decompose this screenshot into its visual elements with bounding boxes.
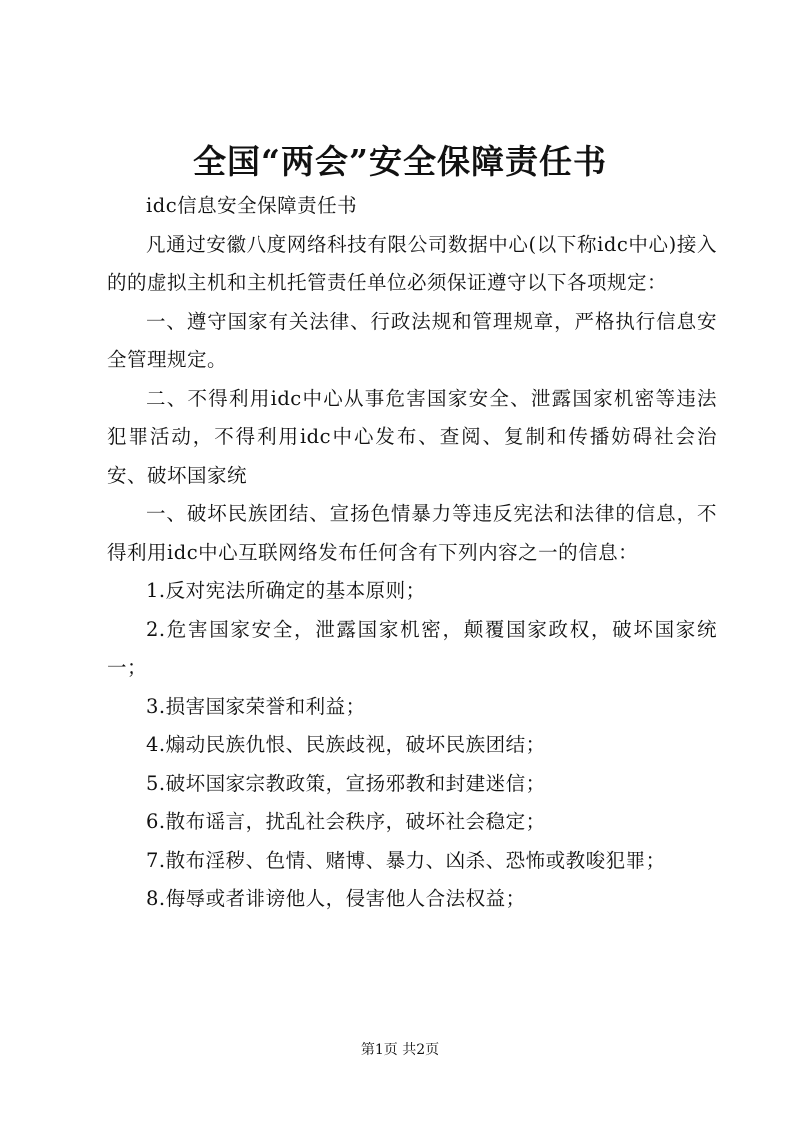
paragraph: 一、破坏民族团结、宣扬色情暴力等违反宪法和法律的信息，不得利用idc中心互联网络发布任何含有下列内容之一的信息： [107,502,717,564]
document-body [107,187,717,919]
paragraph: idc信息安全保障责任书 [146,194,358,217]
list-item: 3.损害国家荣誉和利益； [146,694,366,718]
list-item: 5.破坏国家宗教政策，宣扬邪教和封建迷信； [146,771,546,795]
list-item: 8.侮辱或者诽谤他人，侵害他人合法权益； [146,887,526,910]
paragraph: 一、遵守国家有关法律、行政法规和管理规章，严格执行信息安全管理规定。 [107,309,717,371]
list-item: 6.散布谣言，扰乱社会秩序，破坏社会稳定； [146,810,546,833]
paragraph: 二、不得利用idc中心从事危害国家安全、泄露国家机密等违法犯罪活动，不得利用idc中心发布、查阅、复制和传播妨碍社会治安、破坏国家统 [107,386,717,487]
page-number-footer: 第1页 共2页 [360,1042,440,1058]
list-item: 2.危害国家安全，泄露国家机密，颠覆国家政权，破坏国家统一； [107,617,717,679]
list-item: 1.反对宪法所确定的基本原则； [146,579,426,602]
list-item: 4.煽动民族仇恨、民族歧视，破坏民族团结； [146,733,546,756]
document-title: 全国“两会”安全保障责任书 [193,142,607,181]
paragraph: 凡通过安徽八度网络科技有限公司数据中心(以下称idc中心)接入的的虚拟主机和主机托管责任单位必须保证遵守以下各项规定： [107,232,717,294]
list-item: 7.散布淫秽、色情、赌博、暴力、凶杀、恐怖或教唆犯罪； [146,848,666,872]
